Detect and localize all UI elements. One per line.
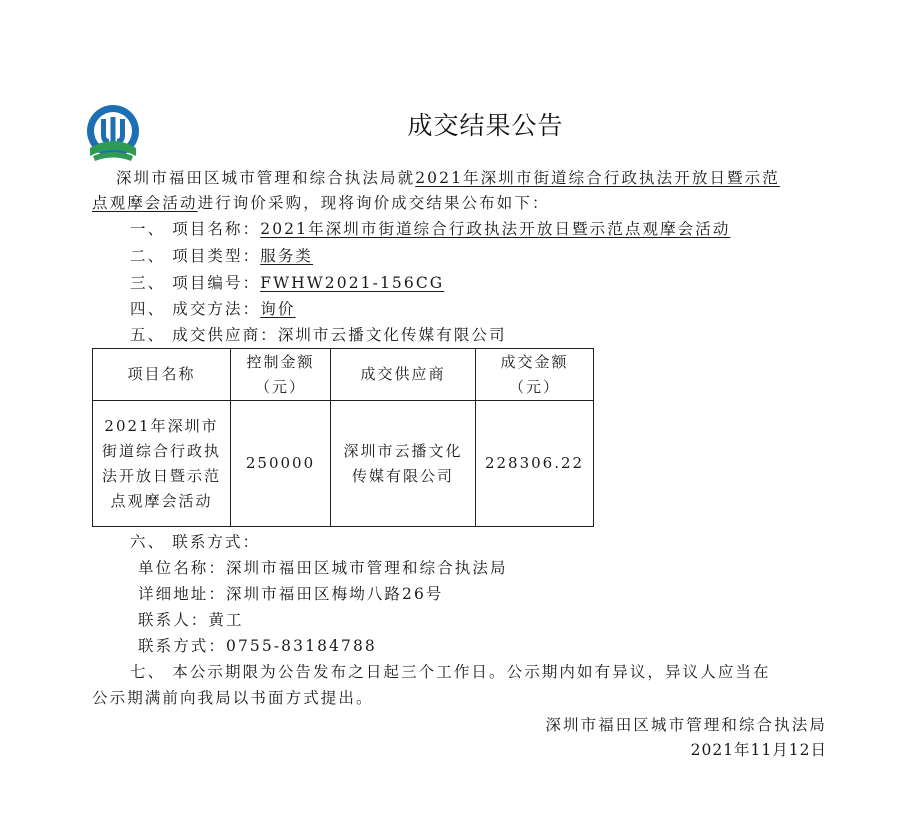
notice-line-2: 公示期满前向我局以书面方式提出。 bbox=[92, 689, 374, 707]
intro-line-1 bbox=[116, 165, 780, 191]
header-amount: 成交金额（元） bbox=[476, 349, 594, 401]
item-supplier bbox=[130, 322, 507, 348]
cell-supplier: 深圳市云播文化传媒有限公司 bbox=[331, 401, 476, 527]
header-budget: 控制金额（元） bbox=[231, 349, 331, 401]
notice-line-1: 七、 本公示期限为公告发布之日起三个工作日。公示期内如有异议，异议人应当在 bbox=[130, 663, 771, 681]
item-label: 二、 项目类型： bbox=[130, 247, 261, 265]
item-value: 深圳市云播文化传媒有限公司 bbox=[277, 326, 507, 344]
intro-project-name: 2021年深圳市街道综合行政执法开放日暨示范 bbox=[415, 169, 780, 187]
item-project-type bbox=[130, 243, 313, 269]
item-project-name bbox=[130, 216, 730, 242]
contact-address: 详细地址：深圳市福田区梅坳八路26号 bbox=[138, 585, 444, 603]
intro-suffix: 进行询价采购，现将询价成交结果公布如下： bbox=[197, 194, 550, 212]
contact-unit: 单位名称：深圳市福田区城市管理和综合执法局 bbox=[138, 559, 508, 577]
signature-org: 深圳市福田区城市管理和综合执法局 bbox=[545, 716, 827, 734]
header-supplier: 成交供应商 bbox=[331, 349, 476, 401]
table-header-row bbox=[93, 349, 594, 401]
item-value: 询价 bbox=[260, 300, 296, 318]
item-label: 三、 项目编号： bbox=[130, 274, 261, 292]
cell-budget: 250000 bbox=[231, 401, 331, 527]
header-project-name: 项目名称 bbox=[93, 349, 231, 401]
item-label: 一、 项目名称： bbox=[130, 220, 261, 238]
item-method bbox=[130, 296, 295, 322]
intro-prefix: 深圳市福田区城市管理和综合执法局就 bbox=[116, 169, 416, 187]
intro-line-2 bbox=[92, 190, 550, 216]
item-label: 五、 成交供应商： bbox=[130, 326, 278, 344]
intro-project-name-cont: 点观摩会活动 bbox=[92, 194, 198, 212]
cell-project-name: 2021年深圳市街道综合行政执法开放日暨示范点观摩会活动 bbox=[93, 401, 231, 527]
item-value: FWHW2021-156CG bbox=[260, 274, 445, 292]
table-row bbox=[93, 401, 594, 527]
page-title: 成交结果公告 bbox=[407, 111, 564, 140]
contact-heading: 六、 联系方式： bbox=[130, 533, 261, 551]
item-value: 服务类 bbox=[260, 247, 314, 265]
item-label: 四、 成交方法： bbox=[130, 300, 261, 318]
result-table bbox=[92, 348, 594, 527]
contact-phone: 联系方式：0755-83184788 bbox=[138, 637, 377, 655]
item-project-no bbox=[130, 270, 444, 296]
signature-date: 2021年11月12日 bbox=[690, 741, 827, 759]
contact-person: 联系人：黄工 bbox=[138, 611, 244, 629]
cell-amount: 228306.22 bbox=[476, 401, 594, 527]
item-value: 2021年深圳市街道综合行政执法开放日暨示范点观摩会活动 bbox=[260, 220, 731, 238]
